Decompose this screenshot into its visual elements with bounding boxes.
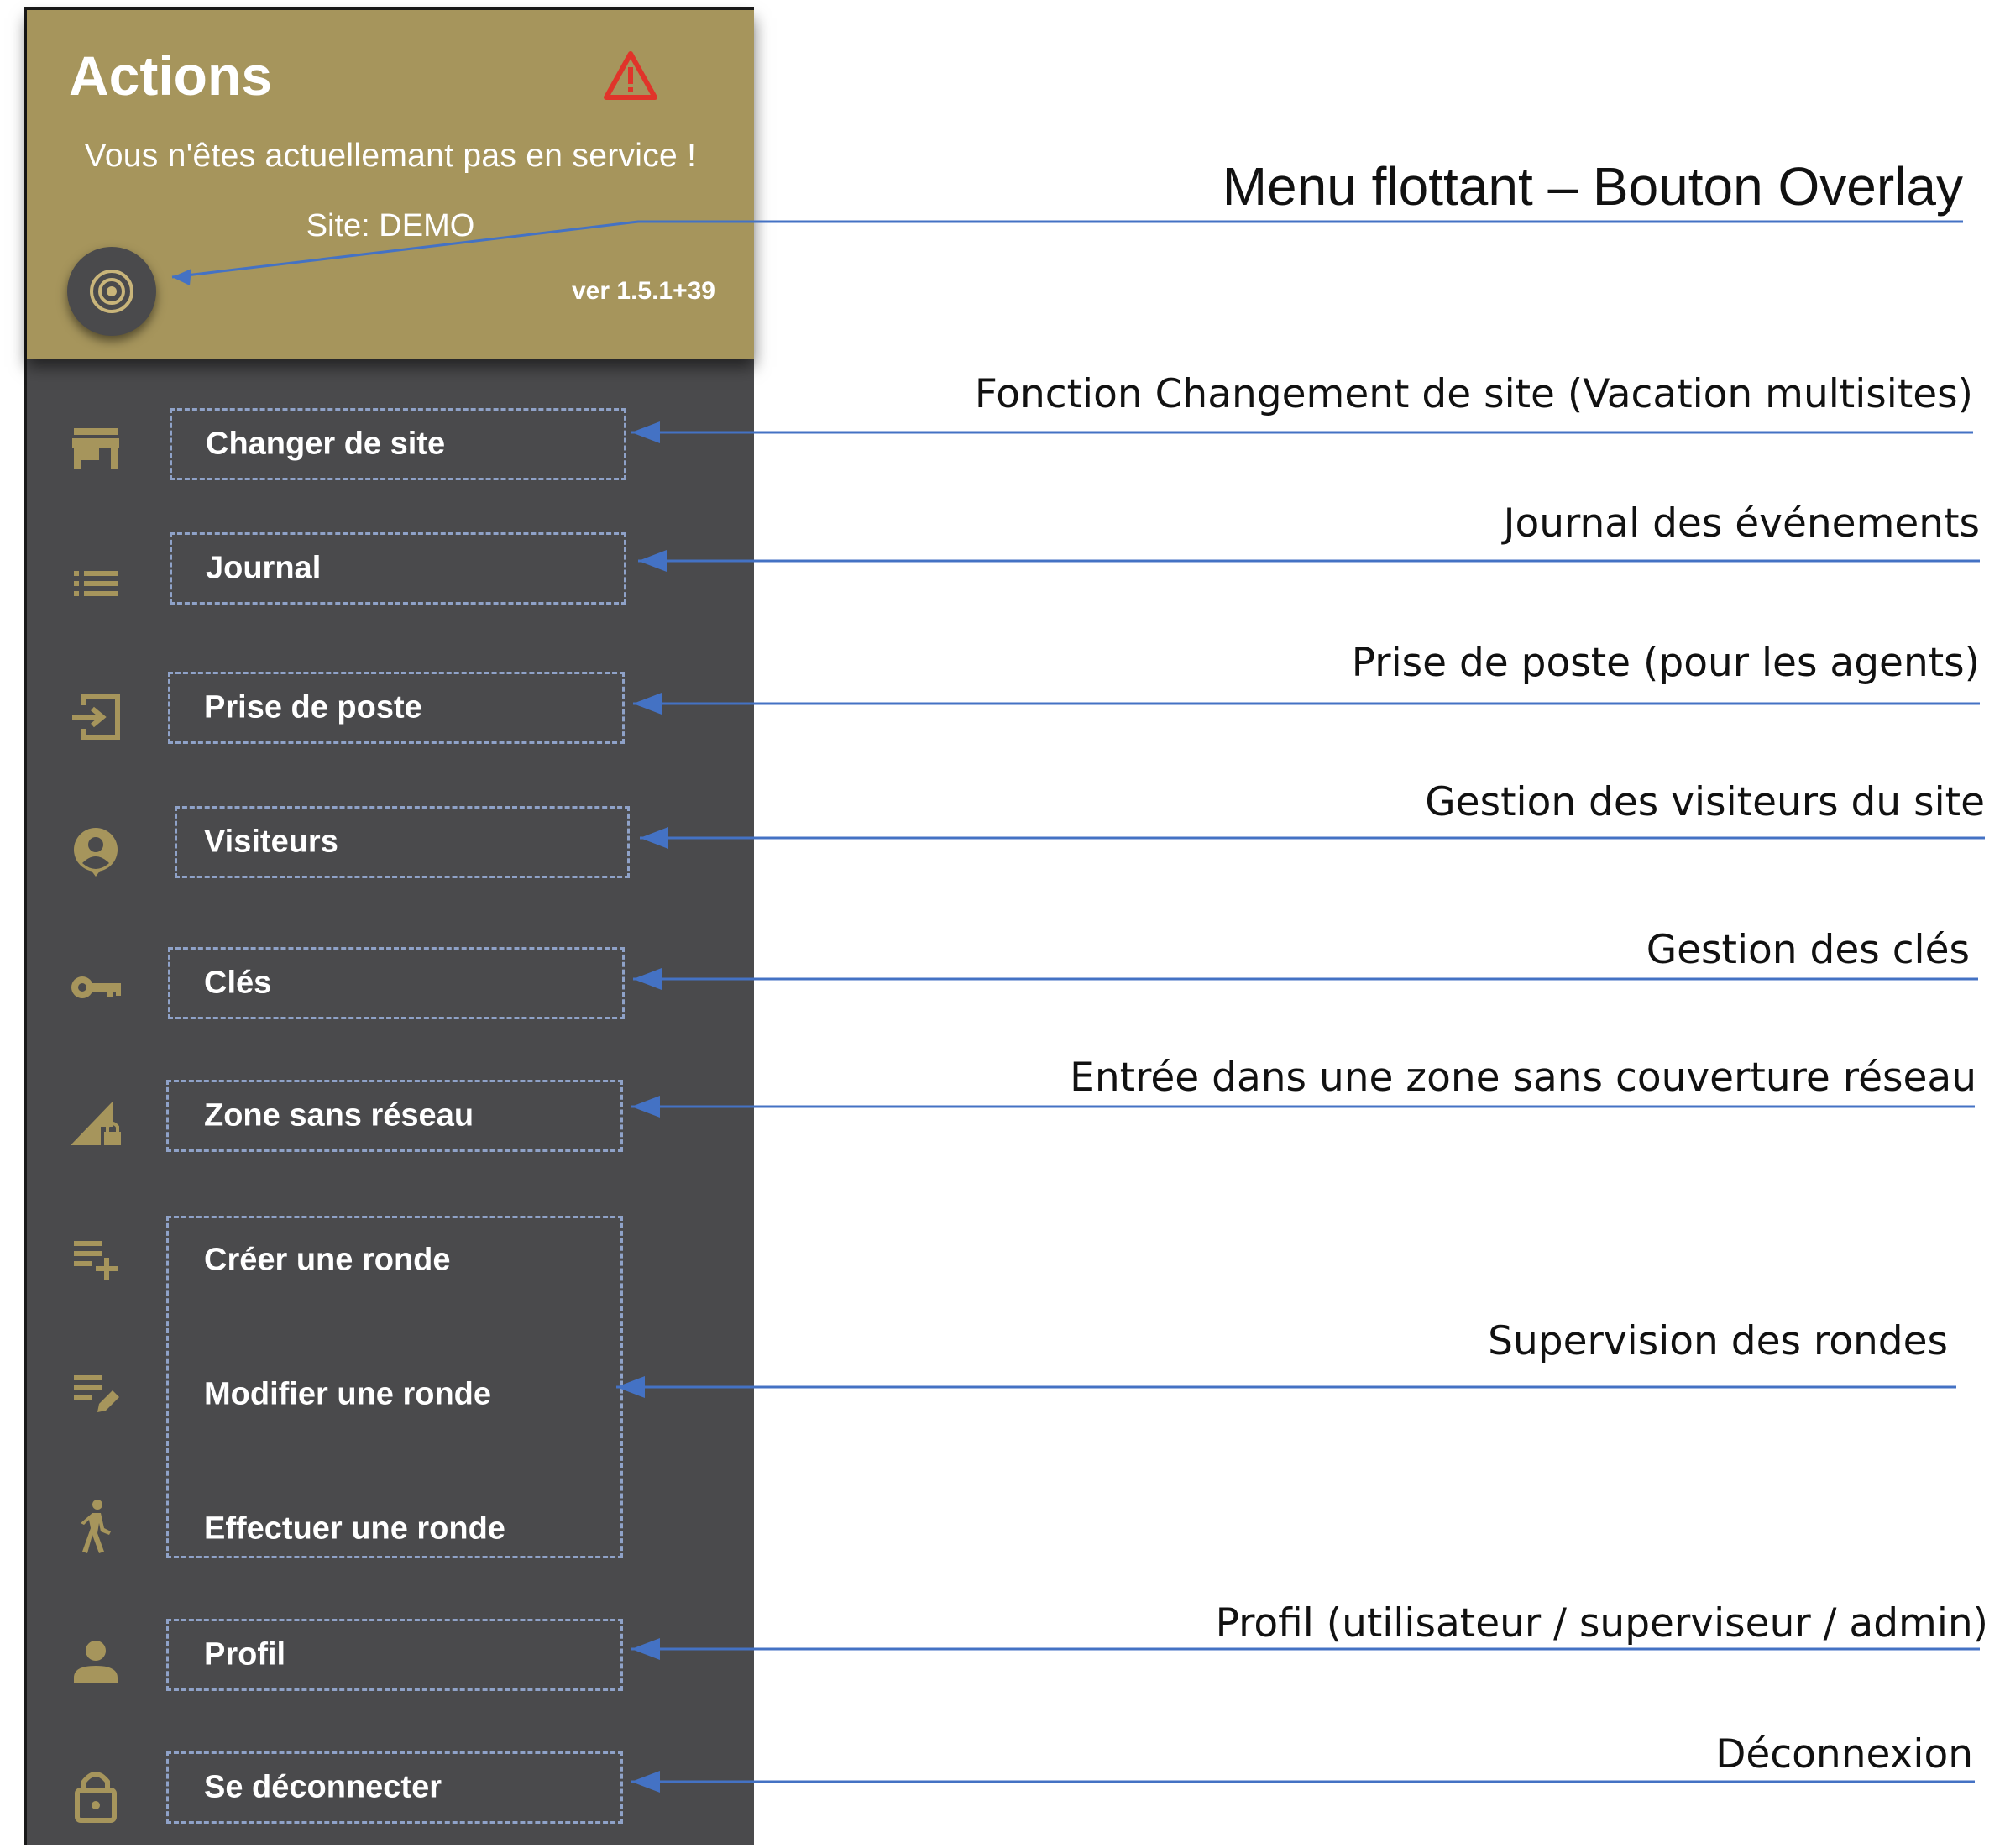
service-status-text: Vous n'êtes actuellemant pas en service ! <box>84 138 697 174</box>
menu-item-label: Effectuer une ronde <box>204 1510 505 1547</box>
annotation-changer-de-site: Fonction Changement de site (Vacation multisites) <box>974 371 1973 417</box>
annotation-rondes: Supervision des rondes <box>1488 1318 1948 1364</box>
menu-item-label: Clés <box>204 965 272 1001</box>
leader-line-overlay <box>172 222 1963 277</box>
annotation-profil: Profil (utilisateur / superviseur / admin) <box>1215 1600 1988 1646</box>
annotation-visiteurs: Gestion des visiteurs du site <box>1425 779 1985 825</box>
menu-item-label: Modifier une ronde <box>204 1376 491 1412</box>
menu-item-label: Créer une ronde <box>204 1242 451 1278</box>
annotation-prise-de-poste: Prise de poste (pour les agents) <box>1351 640 1980 686</box>
menu-item-label: Zone sans réseau <box>204 1097 474 1133</box>
current-site-label: Site: DEMO <box>306 208 475 243</box>
annotation-journal: Journal des événements <box>1503 500 1980 547</box>
annotation-overlay-button: Menu flottant – Bouton Overlay <box>1222 156 1963 217</box>
menu-item-label: Se déconnecter <box>204 1769 442 1805</box>
menu-item-label: Changer de site <box>206 426 446 462</box>
annotation-zone: Entrée dans une zone sans couverture réseau <box>1070 1055 1976 1101</box>
menu-item-label: Profil <box>204 1636 286 1673</box>
menu-item-label: Visiteurs <box>204 824 338 860</box>
drawer-title: Actions <box>69 44 273 107</box>
menu-item-label: Journal <box>206 550 322 586</box>
menu-item-label: Prise de poste <box>204 689 422 725</box>
annotation-deconnexion: Déconnexion <box>1715 1731 1973 1777</box>
app-version: ver 1.5.1+39 <box>572 277 715 305</box>
annotation-cles: Gestion des clés <box>1646 927 1970 973</box>
